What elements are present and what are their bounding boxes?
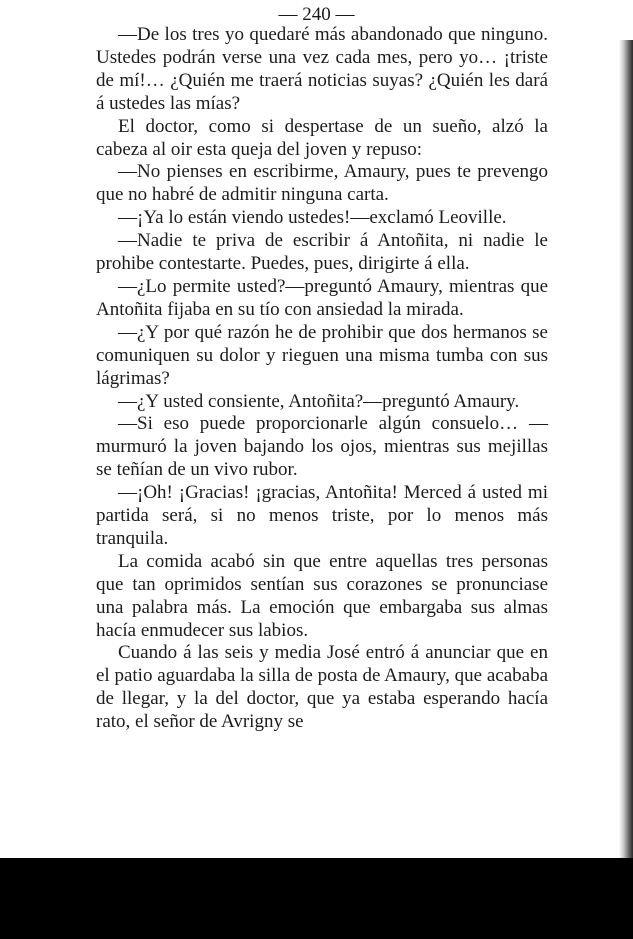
paragraph: —¿Y por qué razón he de prohibir que dos hermanos se comuniquen su dolor y rieguen una misma tumba con sus lágrimas? [96,321,548,389]
paragraph: —¡Oh! ¡Gracias! ¡gracias, Antoñita! Merced á usted mi partida será, si no menos triste, por lo menos más tranquila. [96,482,548,549]
paragraph: —¡Ya lo están viendo ustedes!—exclamó Leoville. [118,207,507,229]
paragraph: La comida acabó sin que entre aquellas tres personas que tan oprimidos sentían sus corazones se pronunciase una palabra más. La emoción que embargaba sus almas hacía enmudecer sus labios. [96,550,548,641]
scan-bottom-border [0,858,633,939]
paragraph: —Nadie te priva de escribir á Antoñita, ni nadie le prohibe contestarte. Puedes, pues, dirigirte á ella. [96,230,548,275]
paragraph: El doctor, como si despertase de un sueño, alzó la cabeza al oir esta queja del joven y repuso: [96,115,548,160]
paragraph: —No pienses en escribirme, Amaury, pues te prevengo que no habré de admitir ninguna carta. [96,161,548,206]
paragraph: —¿Y usted consiente, Antoñita?—preguntó Amaury. [118,390,520,412]
paragraph: —Si eso puede proporcionarle algún consuelo… —murmuró la joven bajando los ojos, mientras sus mejillas se teñían de un vivo rubor. [96,413,548,481]
body-text [96,24,548,734]
paragraph: —¿Lo permite usted?—preguntó Amaury, mientras que Antoñita fijaba en su tío con ansiedad la mirada. [96,275,548,320]
page-edge-shadow [619,40,633,860]
paragraph: —De los tres yo quedaré más abandonado que ninguno. Ustedes podrán verse una vez cada mes, pero yo… ¡triste de mí!… ¿Quién me traerá noticias suyas? ¿Quién les dará á ustedes las mías? [96,24,548,114]
page-number: — 240 — [278,4,355,25]
paragraph: Cuando á las seis y media José entró á anunciar que en el patio aguardaba la silla de posta de Amaury, que acababa de llegar, y la del doctor, que ya estaba esperando hacía rato, el señor de Avrigny se [96,642,548,733]
